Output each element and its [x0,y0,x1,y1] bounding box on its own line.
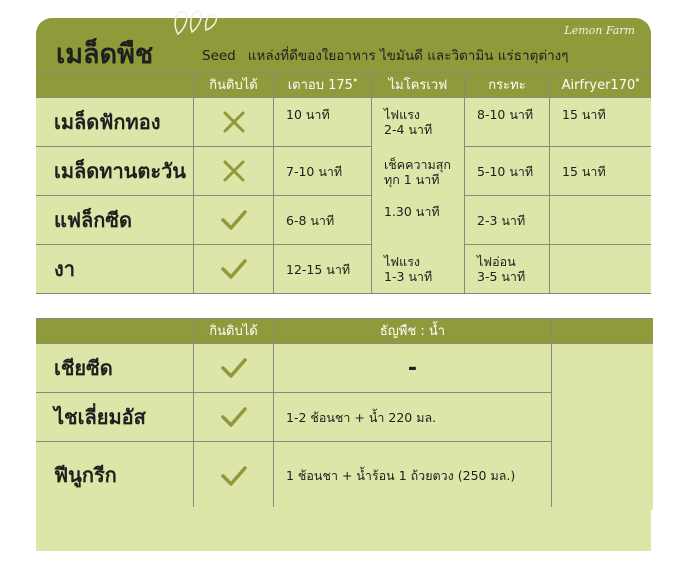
raw-cell [194,245,274,294]
micro-line: ไฟแรง [384,254,421,269]
raw-cell [194,196,274,245]
page-title: เมล็ดพืช [56,39,154,70]
seed-name: เชียซีด [36,344,194,393]
empty-cell [552,344,653,393]
check-icon [220,356,248,380]
pan-time: 5-10 นาที [465,147,550,196]
column-header: ไมโครเวฟ [372,72,465,98]
table-row [36,344,653,393]
soaking-table [36,318,653,510]
pan-time: 2-3 นาที [465,196,550,245]
micro-line: ทุก 1 นาที [384,171,440,187]
micro-line: 1-3 นาที [384,269,433,284]
subtitle-text: แหล่งที่ดีของใยอาหาร ไขมันดี และวิตามิน แร่ธาตุต่างๆ [247,48,569,64]
raw-cell [194,344,274,393]
column-header: ธัญพืช : น้ำ [274,318,552,344]
cooking-table [36,72,651,294]
seed-name: ฟีนูกรีก [36,442,194,510]
table-header-row [36,72,651,98]
seed-name: ไชเลี่ยมอัส [36,393,194,442]
micro-line: ไฟแรง [384,107,421,122]
airfryer-time: 15 นาที [550,147,651,196]
micro-time [372,196,465,245]
empty-cell [552,393,653,442]
micro-line: เช็คความสุก [384,156,451,172]
footer-panel [36,507,651,551]
ratio-value: 1 ช้อนชา + น้ำร้อน 1 ถ้วยตวง (250 มล.) [274,442,552,510]
check-icon [220,208,248,232]
oven-time: 10 นาที [274,98,372,147]
micro-line: 2-4 นาที [384,122,433,137]
airfryer-time [550,245,651,294]
table-row [36,147,651,196]
ratio-value: 1-2 ช้อนชา + น้ำ 220 มล. [274,393,552,442]
seed-name: เมล็ดฟักทอง [36,98,194,147]
column-header [36,318,194,344]
table-row [36,196,651,245]
column-header: กระทะ [465,72,550,98]
check-icon [220,464,248,488]
raw-cell [194,393,274,442]
micro-time [372,147,465,196]
column-header [36,72,194,98]
raw-cell [194,147,274,196]
oven-time: 7-10 นาที [274,147,372,196]
pan-line: 3-5 นาที [477,269,526,284]
ratio-value: - [274,344,552,393]
seed-name: แฟล็กซีด [36,196,194,245]
column-header: กินดิบได้ [194,72,274,98]
header-banner [36,18,651,72]
column-header: กินดิบได้ [194,318,274,344]
cross-icon [221,109,247,135]
oven-time: 12-15 นาที [274,245,372,294]
check-icon [220,405,248,429]
raw-cell [194,98,274,147]
column-header: Airfryer170 ํ [550,72,651,98]
raw-cell [194,442,274,510]
micro-time [372,245,465,294]
seed-name: เมล็ดทานตะวัน [36,147,194,196]
column-header [552,318,653,344]
table-header-row [36,318,653,344]
brand-logo: Lemon Farm [564,24,635,37]
seed-name: งา [36,245,194,294]
pan-time [465,245,550,294]
airfryer-time [550,196,651,245]
table-row [36,442,653,510]
pan-time: 8-10 นาที [465,98,550,147]
cross-icon [221,158,247,184]
table-row [36,245,651,294]
subtitle [202,44,569,66]
table-row [36,393,653,442]
micro-time [372,98,465,147]
seed-word: Seed [202,48,236,64]
micro-line: 1.30 นาที [384,204,440,219]
column-header: เตาอบ 175 ํ [274,72,372,98]
airfryer-time: 15 นาที [550,98,651,147]
empty-cell [552,442,653,510]
check-icon [220,257,248,281]
oven-time: 6-8 นาที [274,196,372,245]
table-row [36,98,651,147]
pan-line: ไฟอ่อน [477,254,516,269]
seed-decoration-icon [170,6,220,40]
